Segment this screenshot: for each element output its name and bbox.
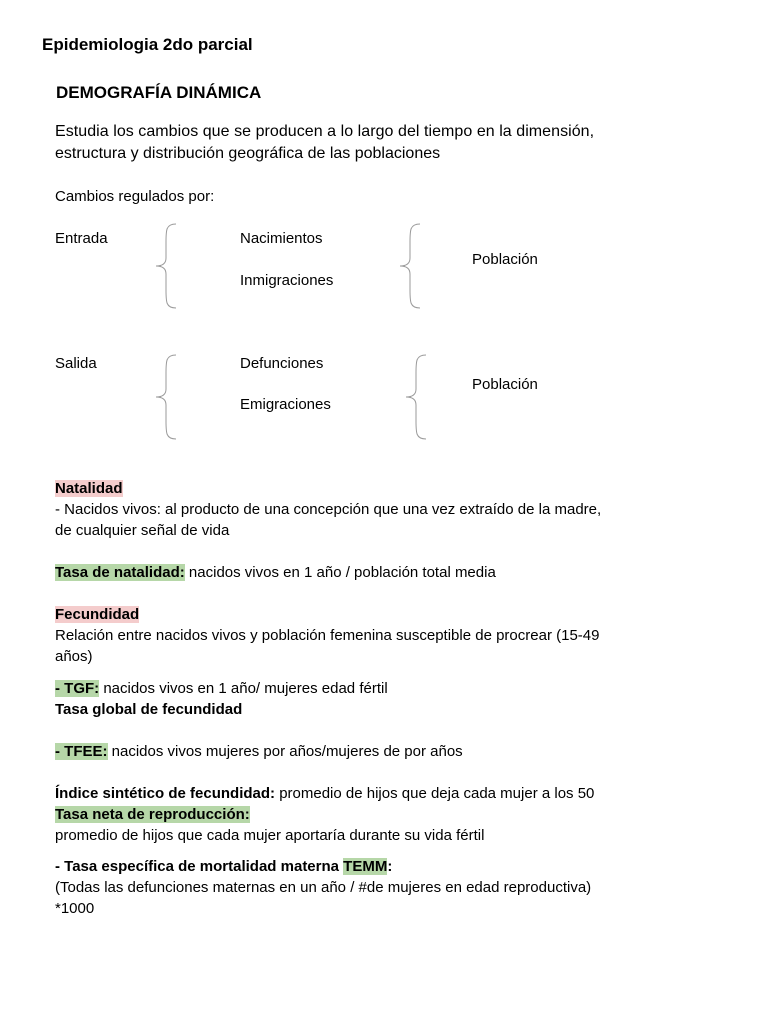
entrada-label: Entrada: [55, 230, 108, 247]
tnr-label: Tasa neta de reproducción:: [55, 806, 250, 823]
fecundidad-title: [55, 604, 139, 625]
tgf-subtitle: Tasa global de fecundidad: [55, 701, 243, 718]
salida-right-brace: [400, 353, 430, 441]
salida-item-defunciones: Defunciones: [240, 355, 324, 372]
natalidad-title: [55, 478, 123, 499]
natalidad-title-text: Natalidad: [55, 480, 123, 497]
salida-result: Población: [472, 376, 538, 393]
isf-line: [55, 783, 594, 804]
temm-colon: :: [387, 858, 393, 875]
tfee-text: nacidos vivos mujeres por años/mujeres de por años: [107, 743, 463, 760]
isf-label: Índice sintético de fecundidad:: [55, 785, 276, 802]
entrada-left-brace: [150, 222, 180, 310]
temm-line-1: (Todas las defunciones maternas en un año / #de mujeres en edad reproductiva): [55, 879, 592, 896]
fecundidad-line-2: años): [55, 648, 93, 665]
temm-title: [55, 856, 392, 877]
tasa-natalidad-label: Tasa de natalidad:: [55, 564, 185, 581]
fecundidad-title-text: Fecundidad: [55, 606, 140, 623]
fecundidad-line-1: Relación entre nacidos vivos y población femenina susceptible de procrear (15-49: [55, 627, 600, 644]
tgf-line: [55, 678, 388, 699]
changes-label: Cambios regulados por:: [55, 188, 215, 205]
tfee-label: - TFEE:: [55, 743, 108, 760]
tnr-text: promedio de hijos que cada mujer aportaría durante su vida fértil: [55, 827, 485, 844]
tgf-label: - TGF:: [55, 680, 100, 697]
section-heading: DEMOGRAFÍA DINÁMICA: [56, 83, 262, 102]
natalidad-line-2: de cualquier señal de vida: [55, 522, 230, 539]
salida-left-brace: [150, 353, 180, 441]
tasa-natalidad-line: [55, 562, 496, 583]
entrada-item-nacimientos: Nacimientos: [240, 230, 323, 247]
intro-line-1: Estudia los cambios que se producen a lo largo del tiempo en la dimensión,: [55, 123, 595, 140]
salida-label: Salida: [55, 355, 97, 372]
salida-item-emigraciones: Emigraciones: [240, 396, 331, 413]
tnr-title: [55, 804, 250, 825]
temm-line-2: *1000: [55, 900, 95, 917]
doc-title: Epidemiologia 2do parcial: [42, 35, 253, 54]
tgf-text: nacidos vivos en 1 año/ mujeres edad fértil: [99, 680, 388, 697]
entrada-right-brace: [394, 222, 424, 310]
temm-abbr: TEMM: [343, 858, 388, 875]
temm-label: - Tasa específica de mortalidad materna: [55, 858, 344, 875]
entrada-item-inmigraciones: Inmigraciones: [240, 272, 334, 289]
tasa-natalidad-text: nacidos vivos en 1 año / población total media: [184, 564, 496, 581]
entrada-result: Población: [472, 251, 538, 268]
tfee-line: [55, 741, 463, 762]
natalidad-line-1: - Nacidos vivos: al producto de una concepción que una vez extraído de la madre,: [55, 501, 602, 518]
isf-text: promedio de hijos que deja cada mujer a los 50: [275, 785, 595, 802]
intro-line-2: estructura y distribución geográfica de las poblaciones: [55, 145, 441, 162]
